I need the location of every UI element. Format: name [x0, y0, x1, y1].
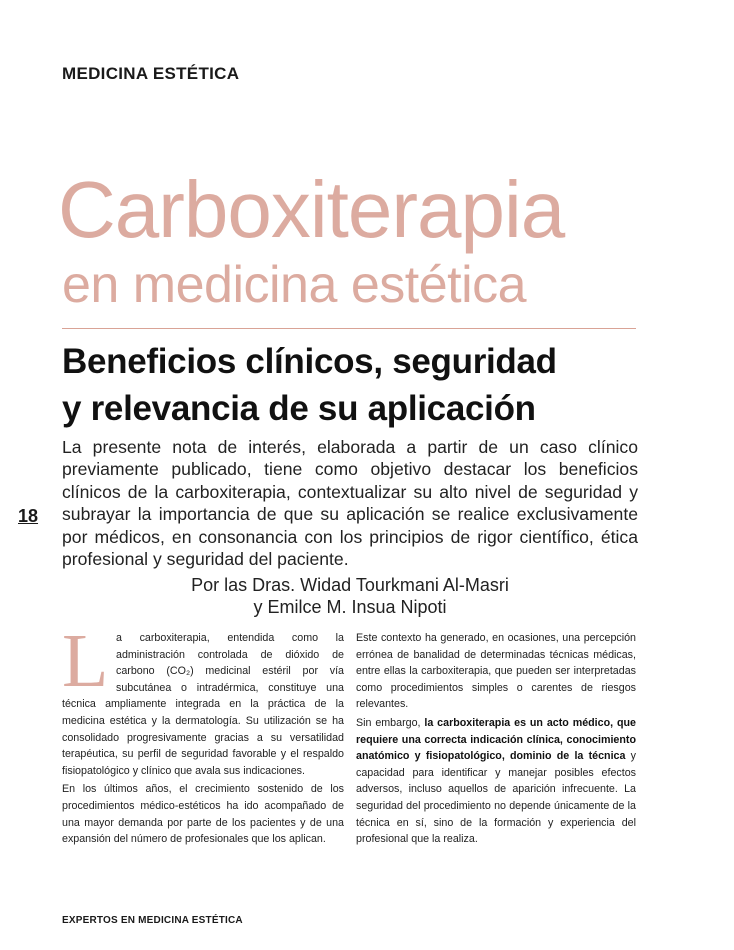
- byline: [60, 574, 640, 618]
- body-text: Sin embargo,: [356, 716, 425, 729]
- section-label: MEDICINA ESTÉTICA: [62, 64, 240, 83]
- byline-line-1: Por las Dras. Widad Tourkmani Al-Masri: [191, 575, 509, 595]
- drop-cap: L: [62, 619, 109, 703]
- body-paragraph: Este contexto ha generado, en ocasiones, una percepción errónea de banalidad de determinadas técnicas médicas, entre ellas la carboxiterapia, que pueden ser interpretadas como procedimientos simples o carentes de riesgos relevantes.: [356, 632, 636, 711]
- body-column-left: [62, 630, 344, 850]
- article-subtitle: [62, 338, 662, 432]
- title-divider: [62, 328, 636, 329]
- footer-publication: EXPERTOS EN MEDICINA ESTÉTICA: [62, 915, 243, 926]
- article-title-sub: en medicina estética: [62, 256, 527, 314]
- body-text-bold: la carboxiterapia es un acto médico, que requiere una correcta indicación clínica, conocimiento anatómico y fisiopatológico, dominio de la técnica: [356, 716, 636, 763]
- body-column-right: [356, 630, 636, 850]
- body-paragraph: En los últimos años, el crecimiento sostenido de los procedimientos médico-estéticos ha ido acompañado de una mayor demanda por parte de los pacientes y de una expansión del número de profesionales que los aplican.: [62, 783, 344, 846]
- intro-paragraph: La presente nota de interés, elaborada a partir de un caso clínico previamente publicado, tiene como objetivo destacar los beneficios clínicos de la carboxiterapia, contextualizar su alto nivel de seguridad y subrayar la importancia de que su aplicación se realice exclusivamente por médicos, en consonancia con los principios de rigor científico, ética profesional y seguridad del paciente.: [62, 437, 638, 570]
- byline-line-2: y Emilce M. Insua Nipoti: [253, 597, 447, 617]
- body-paragraph: [356, 715, 636, 848]
- subtitle-line-2: y relevancia de su aplicación: [62, 389, 536, 428]
- body-text: y capacidad para identificar y manejar posibles efectos adversos, incluso aquellos de aparición infrecuente. La seguridad del procedimiento no depende únicamente de la técnica en sí, sino de la formación y experiencia del profesional que la realiza.: [356, 750, 636, 846]
- article-title: Carboxiterapia: [58, 165, 565, 254]
- page-number: 18: [18, 506, 39, 526]
- body-paragraph: a carboxiterapia, entendida como la administración controlada de dióxido de carbono (CO₂) medicinal estéril por vía subcutánea o intradérmica, constituye una técnica ampliamente integrada en la práctica de la medicina estética y la dermatología. Su utilización se ha consolidado progresivamente gracias a su versatilidad terapéutica, su perfil de seguridad favorable y el respaldo fisiopatológico y clínico que avala sus indicaciones.: [62, 632, 344, 777]
- subtitle-line-1: Beneficios clínicos, seguridad: [62, 342, 557, 381]
